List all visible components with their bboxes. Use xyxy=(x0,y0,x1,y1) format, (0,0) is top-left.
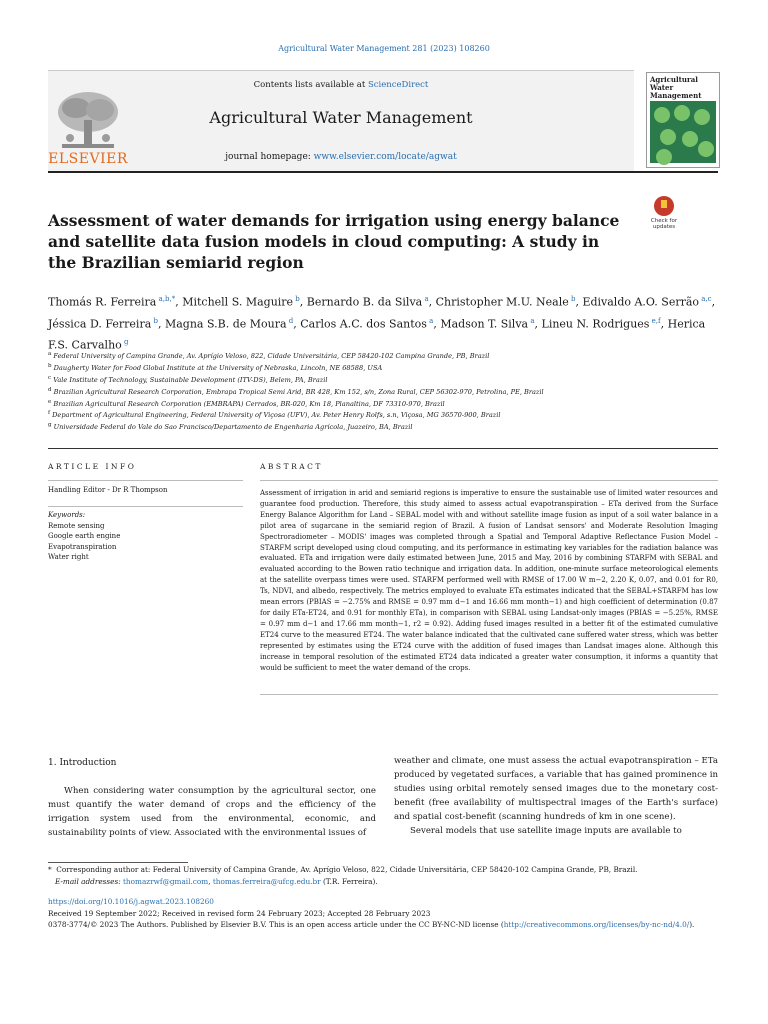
author-name[interactable]: Magna S.B. de Moura xyxy=(164,317,287,331)
author-affiliation-marker[interactable]: a xyxy=(426,316,434,325)
abstract-end-rule xyxy=(260,694,718,695)
check-updates-label: Check for updates xyxy=(650,218,678,230)
header-rule xyxy=(48,171,718,173)
author-separator: , xyxy=(293,317,301,331)
email-link[interactable]: thomas.ferreira@ufcg.edu.br xyxy=(212,876,321,886)
affiliation-key: d xyxy=(48,386,52,393)
corresponding-text: Corresponding author at: Federal University of Campina Grande, Av. Aprígio Veloso, 822, Cidade Universitária, CEP 58420-102 Campina Grande, PB, Brazil. xyxy=(56,865,638,874)
email-label: E-mail addresses: xyxy=(54,876,121,886)
author-separator: , xyxy=(175,295,183,309)
affiliation-item xyxy=(48,398,718,410)
affiliation-key: a xyxy=(48,351,52,357)
author-affiliation-marker[interactable]: b xyxy=(151,316,158,325)
author-separator: , xyxy=(711,295,716,309)
intro-right-paragraph: Several models that use satellite image inputs are available to xyxy=(410,826,682,837)
author-affiliation-marker[interactable]: g xyxy=(121,338,129,347)
keywords-label: Keywords: xyxy=(48,511,86,519)
affiliation-item xyxy=(48,362,718,374)
received-dates: Received 19 September 2022; Received in revised form 24 February 2023; Accepted 28 February 2023 xyxy=(48,908,431,918)
affiliation-text: Universidade Federal do Vale do Sao Francisco/Departamento de Engenharia Agrícola, Juazeiro, BA, Brazil xyxy=(51,423,413,432)
article-info-rule xyxy=(48,480,243,481)
cover-title: Agricultural Water Management xyxy=(650,75,702,100)
footnote-marker: * xyxy=(48,865,52,874)
affiliation-text: Department of Agricultural Engineering, Federal University of Viçosa (UFV), Av. Peter Henry Rolfs, s.n, Viçosa, MG 36570-900, Brazil xyxy=(50,411,501,420)
keywords-rule xyxy=(48,506,243,507)
author-separator: , xyxy=(660,317,668,331)
keyword-item: Evapotranspiration xyxy=(48,542,117,551)
affiliation-key: g xyxy=(48,422,52,429)
journal-reference[interactable]: Agricultural Water Management 281 (2023) 108260 xyxy=(278,44,490,53)
keyword-item: Google earth engine xyxy=(48,532,121,540)
cover-image xyxy=(650,101,716,163)
author-separator: , xyxy=(299,295,307,309)
corresponding-author-footnote: * Corresponding author at: Federal University of Campina Grande, Av. Aprígio Veloso, 822, Cidade Universitária, CEP 58420-102 Campina Grande, PB, Brazil. E-mail addresses: thomazrwf@gmail.com, thomas.ferreira@ufcg.edu.br (T.R. Ferreira). xyxy=(48,865,638,886)
author-affiliation-marker[interactable]: e,f xyxy=(649,316,661,325)
section-rule xyxy=(48,448,718,449)
affiliation-item xyxy=(48,350,718,362)
abstract-text: Assessment of irrigation in arid and semiarid regions is imperative to ensure the sustainable use of limited water resources and guarantee food production. Therefore, this study aimed to assess actual evapotranspiration – ETa derived from the Surface Energy Balance Algorithm for Land – SEBAL model with and without satellite image fusion as input of a soil water balance in a pilot area of sugarcane in the semiarid region of Brazil. A fusion of Landsat sensors' and Moderate Resolution Imaging Spectroradiometer – MODIS' images was completed through a Spatial and Temporal Adaptive Reflectance Fusion Model – STARFM script developed using cloud computing, and its performance in estimating key variables for the radiation balance was evaluated. ETa and irrigation were daily estimated between June, 2015 and May, 2016 by combining STARFM with SEBAL and evaluated according to the Bowen ratio technique and irrigation data. In addition, one-minute surface meteorological elements at the satellite overpass times were used. STARFM performed well with RMSE of 17.00 W m−2, 2.20 K, 0.07, and 0.01 for R0, Ts, NDVI, and albedo, respectively. The metrics employed to evaluate ETa estimates indicated that the SEBAL+STARFM has low mean errors (PBIAS = −2.75% and RMSE = 0.97 mm d−1 and 16.66 mm month−1) and high coefficient of determination (0.87 for daily ETa-ET24, and 0.91 for monthly ETa), in comparison with SEBAL using Landsat-only images (PBIAS = −5.25%, RMSE = 0.97 mm d−1 and 17.66 mm month−1, r2 = 0.92). Adding fused images resulted in a better fit of the estimated cumulative ET24 curve to the measured ET24. The water balance indicated that the cultivated cane suffered water stress, which was better represented by estimates using the ET24 curve with the addition of fused images than Landsat images alone. Although this increase in temporal resolution of the estimated ET24 data indicated a greater water consumption, it informs a quantity that would be sufficient to meet the water demand of the crops. xyxy=(260,489,718,672)
article-meta-footer xyxy=(48,896,718,931)
keyword-item: Water right xyxy=(48,553,89,561)
email-link[interactable]: thomazrwf@gmail.com xyxy=(123,876,209,886)
license-link[interactable]: http://creativecommons.org/licenses/by-nc-nd/4.0/ xyxy=(503,920,690,929)
intro-left-column: When considering water consumption by the agricultural sector, one must quantify the water demand of crops and the efficiency of the irrigation system used from the environmental, economic, and sustainability points of view. Associated with the environmental issues of xyxy=(48,786,376,839)
author-name[interactable]: Lineu N. Rodrigues xyxy=(541,317,650,331)
author-name[interactable]: Edivaldo A.O. Serrão xyxy=(582,295,700,309)
author-name[interactable]: Jéssica D. Ferreira xyxy=(48,317,152,331)
homepage-link[interactable]: www.elsevier.com/locate/agwat xyxy=(313,152,457,162)
author-affiliation-marker[interactable]: d xyxy=(286,316,294,325)
author-separator: , xyxy=(534,317,542,331)
author-separator: , xyxy=(157,317,165,331)
elsevier-wordmark: ELSEVIER xyxy=(48,151,128,167)
author-affiliation-marker[interactable]: b xyxy=(293,295,300,303)
author-affiliation-marker[interactable]: a,b,* xyxy=(156,295,176,303)
check-updates-icon xyxy=(654,196,674,216)
journal-cover-thumbnail[interactable] xyxy=(646,72,720,168)
introduction-heading: 1. Introduction xyxy=(48,758,117,768)
author-separator: , xyxy=(433,317,441,331)
author-name[interactable]: Madson T. Silva xyxy=(440,317,529,331)
author-affiliation-marker[interactable]: a xyxy=(422,295,429,303)
author-name[interactable]: Mitchell S. Maguire xyxy=(182,295,294,309)
affiliation-text: Brazilian Agricultural Research Corporation, Embrapa Tropical Semi Arid, BR 428, Km 152, s/n, Zona Rural, CEP 56302-970, Petrolina, PE, Brazil xyxy=(51,387,544,396)
affiliation-text: Brazilian Agricultural Research Corporation (EMBRAPA) Cerrados, BR-020, Km 18, Planaltina, DF 73310-970, Brazil xyxy=(51,399,445,408)
author-separator: , xyxy=(428,295,436,309)
affiliation-text: Federal University of Campina Grande, Av. Aprígio Veloso, 822, Cidade Universitária, CEP 58420-102 Campina Grande, PB, Brazil xyxy=(51,352,490,361)
article-info-heading: ARTICLE INFO xyxy=(48,462,137,471)
check-for-updates-badge[interactable] xyxy=(646,196,682,236)
author-name[interactable]: Carlos A.C. dos Santos xyxy=(300,317,427,331)
keywords-block xyxy=(48,510,120,563)
journal-title: Agricultural Water Management xyxy=(209,108,473,127)
contents-line: Contents lists available at ScienceDirect xyxy=(253,80,429,90)
author-list xyxy=(48,290,718,355)
article-title: Assessment of water demands for irrigation using energy balance and satellite data fusion models in cloud computing: A study in the Brazilian semiarid region xyxy=(48,211,620,272)
affiliation-text: Vale Institute of Technology, Sustainable Development (ITV-DS), Belem, PA, Brazil xyxy=(51,375,328,384)
author-name[interactable]: Bernardo B. da Silva xyxy=(306,295,423,309)
sciencedirect-link[interactable]: ScienceDirect xyxy=(367,80,429,90)
affiliation-text: Daugherty Water for Food Global Institute at the University of Nebraska, Lincoln, NE 68588, USA xyxy=(51,364,383,373)
journal-homepage: journal homepage: www.elsevier.com/locate/agwat xyxy=(225,152,457,162)
affiliation-key: f xyxy=(48,410,51,417)
author-name[interactable]: Thomás R. Ferreira xyxy=(48,295,157,309)
author-affiliation-marker[interactable]: a,c xyxy=(699,295,712,303)
license-text: 0378-3774/© 2023 The Authors. Published by Elsevier B.V. This is an open access article under the CC BY-NC-ND license (http://creativecommons.org/licenses/by-nc-nd/4.0/). xyxy=(48,920,695,929)
affiliation-list xyxy=(48,350,718,433)
affiliation-key: c xyxy=(48,374,52,381)
abstract-heading: ABSTRACT xyxy=(260,462,323,471)
handling-editor: Handling Editor - Dr R Thompson xyxy=(48,486,168,494)
author-affiliation-marker[interactable]: b xyxy=(568,295,576,303)
author-name[interactable]: Christopher M.U. Neale xyxy=(435,295,569,309)
affiliation-item xyxy=(48,386,718,398)
abstract-rule xyxy=(260,480,718,481)
affiliation-item xyxy=(48,421,718,433)
footnote-rule xyxy=(48,862,188,863)
affiliation-key: b xyxy=(48,362,52,369)
doi-link[interactable]: https://doi.org/10.1016/j.agwat.2023.108260 xyxy=(48,897,214,906)
author-name[interactable]: Herica F.S. Carvalho xyxy=(48,317,706,352)
affiliation-item xyxy=(48,409,718,421)
author-affiliation-marker[interactable]: a xyxy=(528,316,535,325)
author-separator: , xyxy=(575,295,583,309)
affiliation-key: e xyxy=(48,398,52,405)
intro-right-column xyxy=(394,754,718,839)
intro-right-paragraph: weather and climate, one must assess the actual evapotranspiration – ETa produced by vegetated surfaces, a variable that has gained prominence in studies using orbital remotely sensed images due to the monetary cost-benefit (free availability of multispectral images of the Earth's surface) and spatial cost-benefit (scanning hundreds of km in one scene). xyxy=(394,756,718,823)
affiliation-item xyxy=(48,374,718,386)
keyword-item: Remote sensing xyxy=(48,521,105,530)
